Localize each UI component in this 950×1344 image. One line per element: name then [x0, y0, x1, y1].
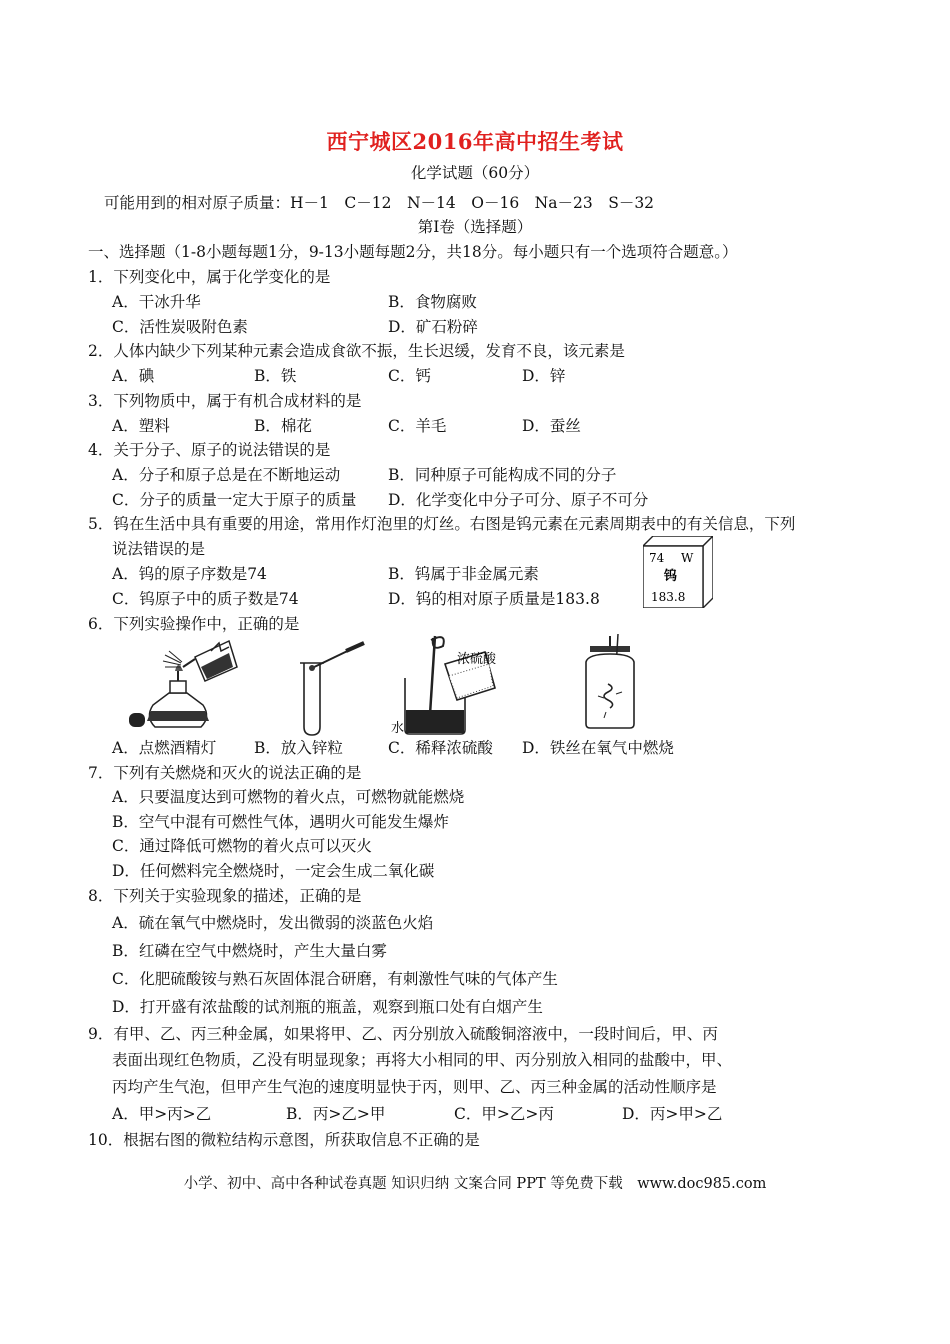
q4-option-c: C．分子的质量一定大于原子的质量: [112, 491, 357, 509]
q3-option-a: A．塑料: [112, 417, 170, 435]
tungsten-element-tile: [643, 536, 713, 608]
section-intro: 一、选择题（1-8小题每题1分，9-13小题每题2分，共18分。每小题只有一个选项符合题意。）: [88, 243, 738, 261]
q8-option-b: B．红磷在空气中燃烧时，产生大量白雾: [112, 942, 387, 960]
q7-option-a: A．只要温度达到可燃物的着火点，可燃物就能燃烧: [112, 788, 465, 806]
q5-option-c: C．钨原子中的质子数是74: [112, 590, 299, 608]
q1-option-d: D．矿石粉碎: [388, 318, 478, 336]
q2-option-a: A．碘: [112, 367, 155, 385]
q5-option-d: D．钨的相对原子质量是183.8: [388, 590, 600, 608]
q8-option-a: A．硫在氧气中燃烧时，发出微弱的淡蓝色火焰: [112, 914, 434, 932]
q6-stem: 6．下列实验操作中，正确的是: [88, 615, 300, 633]
q1-option-b: B．食物腐败: [388, 293, 477, 311]
q3-stem: 3．下列物质中，属于有机合成材料的是: [88, 392, 362, 410]
q7-option-b: B．空气中混有可燃性气体，遇明火可能发生爆炸: [112, 813, 449, 831]
q3-option-c: C．羊毛: [388, 417, 447, 435]
tile-symbol: W: [681, 551, 694, 565]
q2-option-c: C．钙: [388, 367, 431, 385]
q9-stem-line1: 9．有甲、乙、丙三种金属，如果将甲、乙、丙分别放入硫酸铜溶液中，一段时间后，甲、丙: [88, 1025, 718, 1043]
q9-option-a: A．甲>丙>乙: [112, 1105, 212, 1123]
q8-option-c: C．化肥硫酸铵与熟石灰固体混合研磨，有刺激性气味的气体产生: [112, 970, 558, 988]
q1-stem: 1．下列变化中，属于化学变化的是: [88, 268, 331, 286]
q5-stem-line2: 说法错误的是: [112, 540, 206, 558]
q5-stem-line1: 5．钨在生活中具有重要的用途，常用作灯泡里的灯丝。右图是钨元素在元素周期表中的有关信息，下列: [88, 515, 796, 533]
q6-option-b: B．放入锌粒: [254, 739, 343, 757]
iron-wire-figure: [580, 632, 640, 732]
q9-option-d: D．丙>甲>乙: [622, 1105, 723, 1123]
tile-element-name: 钨: [664, 569, 678, 584]
q9-option-c: C．甲>乙>丙: [454, 1105, 554, 1123]
alcohol-lamp-figure: [125, 637, 243, 737]
q2-option-d: D．锌: [522, 367, 566, 385]
q1-option-c: C．活性炭吸附色素: [112, 318, 248, 336]
q7-stem: 7．下列有关燃烧和灭火的说法正确的是: [88, 764, 362, 782]
q5-option-b: B．钨属于非金属元素: [388, 565, 539, 583]
test-tube-figure: [290, 633, 368, 737]
label-concentrated-acid: 浓硫酸: [457, 652, 497, 667]
atomic-masses-line: 可能用到的相对原子质量：H－1 C－12 N－14 O－16 Na－23 S－32: [104, 194, 655, 212]
tile-atomic-mass: 183.8: [651, 590, 686, 604]
q4-option-a: A．分子和原子总是在不断地运动: [112, 466, 341, 484]
q4-option-b: B．同种原子可能构成不同的分子: [388, 466, 617, 484]
q8-stem: 8．下列关于实验现象的描述，正确的是: [88, 887, 362, 905]
q7-option-c: C．通过降低可燃物的着火点可以灭火: [112, 837, 372, 855]
exam-subtitle: 化学试题（60分）: [410, 164, 540, 182]
q2-option-b: B．铁: [254, 367, 297, 385]
q7-option-d: D．任何燃料完全燃烧时，一定会生成二氧化碳: [112, 862, 435, 880]
q6-option-c: C．稀释浓硫酸: [388, 739, 493, 757]
exam-title: 西宁城区2016年高中招生考试: [326, 129, 624, 154]
part-heading: 第Ⅰ卷（选择题）: [417, 218, 533, 236]
q3-option-d: D．蚕丝: [522, 417, 581, 435]
q5-option-a: A．钨的原子序数是74: [112, 565, 267, 583]
q10-stem: 10．根据右图的微粒结构示意图，所获取信息不正确的是: [88, 1131, 480, 1149]
q4-stem: 4．关于分子、原子的说法错误的是: [88, 441, 331, 459]
tile-atomic-number: 74: [649, 551, 665, 565]
q4-option-d: D．化学变化中分子可分、原子不可分: [388, 491, 649, 509]
page-footer: 小学、初中、高中各种试卷真题 知识归纳 文案合同 PPT 等免费下载 www.doc985.com: [183, 1176, 767, 1192]
label-water: 水: [391, 721, 405, 736]
q1-option-a: A．干冰升华: [112, 293, 201, 311]
q8-option-d: D．打开盛有浓盐酸的试剂瓶的瓶盖，观察到瓶口处有白烟产生: [112, 998, 543, 1016]
q3-option-b: B．棉花: [254, 417, 312, 435]
q9-option-b: B．丙>乙>甲: [286, 1105, 386, 1123]
q6-option-a: A．点燃酒精灯: [112, 739, 217, 757]
q6-option-d: D．铁丝在氧气中燃烧: [522, 739, 674, 757]
q2-stem: 2．人体内缺少下列某种元素会造成食欲不振，生长迟缓，发育不良，该元素是: [88, 342, 625, 360]
dilute-acid-figure: [385, 630, 520, 738]
q9-stem-line3: 丙均产生气泡，但甲产生气泡的速度明显快于丙，则甲、乙、丙三种金属的活动性顺序是: [112, 1078, 717, 1096]
q9-stem-line2: 表面出现红色物质，乙没有明显现象；再将大小相同的甲、丙分别放入相同的盐酸中，甲、: [112, 1051, 733, 1069]
